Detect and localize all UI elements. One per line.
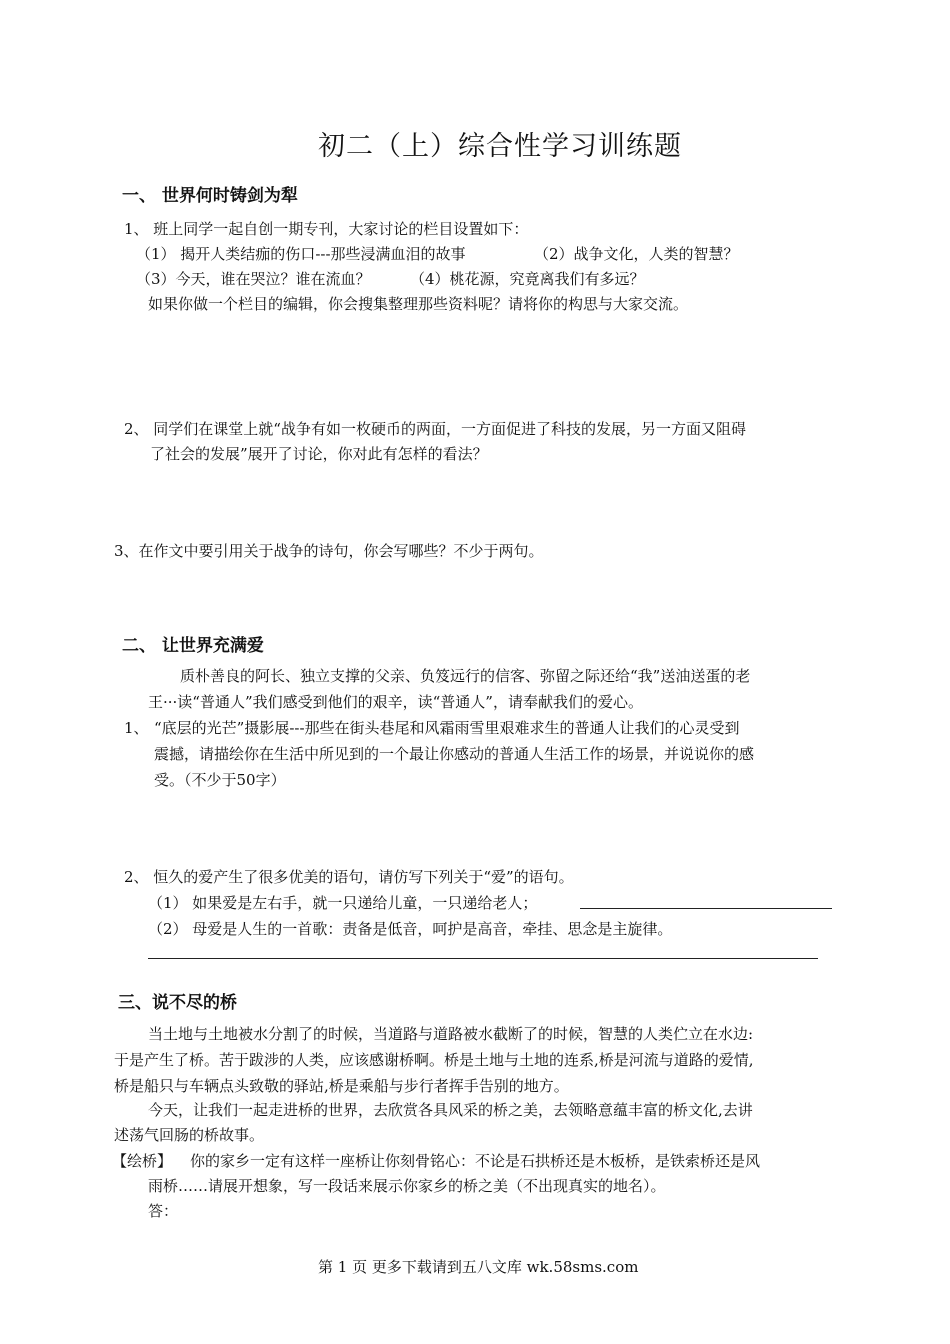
- s2-intro-line2: 王···读“普通人”我们感受到他们的艰辛，读“普通人”，请奉献我们的爱心。: [148, 693, 643, 711]
- s3-answer-label: 答：: [148, 1202, 179, 1220]
- s1-q3: 3、在作文中要引用关于战争的诗句，你会写哪些？不少于两句。: [114, 542, 544, 560]
- page-footer: 第 1 页 更多下载请到五八文库 wk.58sms.com: [318, 1258, 639, 1276]
- s3-p1-line2: 于是产生了桥。苦于跋涉的人类，应该感谢桥啊。桥是土地与土地的连系,桥是河流与道路的爱情,: [114, 1051, 754, 1069]
- s3-p1-line1: 当土地与土地被水分割了的时候，当道路与道路被水截断了的时候，智慧的人类伫立在水边:: [148, 1025, 754, 1043]
- section-3-heading: 三、说不尽的桥: [118, 993, 237, 1013]
- s1-q2-line1: 2、 同学们在课堂上就“战争有如一枚硬币的两面，一方面促进了科技的发展，另一方面又阻碍: [124, 420, 746, 438]
- answer-blank-line-2: [148, 958, 818, 959]
- section-1-heading: 一、 世界何时铸剑为犁: [122, 186, 298, 206]
- s3-task-label: 【绘桥】: [112, 1152, 173, 1170]
- s3-p1-line3: 桥是船只与车辆点头致敬的驿站,桥是乘船与步行者挥手告别的地方。: [114, 1077, 569, 1095]
- s1-q1-option3: （3）今天，谁在哭泣？谁在流血？: [136, 270, 371, 288]
- s1-q1-option1: （1） 揭开人类结痂的伤口---那些浸满血泪的故事: [136, 245, 466, 263]
- s1-q1-option4: （4）桃花源，究竟离我们有多远？: [410, 270, 645, 288]
- s2-q1-line3: 受。（不少于50字）: [154, 771, 286, 789]
- answer-blank-line-1: [580, 908, 832, 909]
- s2-q1-number: 1、: [124, 719, 149, 737]
- s1-q1-line4: 如果你做一个栏目的编辑，你会搜集整理那些资料呢？请将你的构思与大家交流。: [148, 295, 689, 313]
- s3-p2-line2: 述荡气回肠的桥故事。: [114, 1126, 265, 1144]
- s3-task-line2: 雨桥……请展开想象，写一段话来展示你家乡的桥之美（不出现真实的地名）。: [148, 1177, 666, 1195]
- s2-q2-line1: 2、 恒久的爱产生了很多优美的语句，请仿写下列关于“爱”的语句。: [124, 868, 574, 886]
- s3-task-line1: 你的家乡一定有这样一座桥让你刻骨铭心：不论是石拱桥还是木板桥，是铁索桥还是风: [190, 1152, 761, 1170]
- s2-q2-sub1: （1） 如果爱是左右手，就一只递给儿童，一只递给老人；: [148, 894, 538, 912]
- s2-q1-line1: “底层的光芒”摄影展---那些在街头巷尾和风霜雨雪里艰难求生的普通人让我们的心灵受到: [154, 719, 740, 737]
- s2-intro-line1: 质朴善良的阿长、独立支撑的父亲、负笈远行的信客、弥留之际还给“我”送油送蛋的老: [180, 667, 751, 685]
- s1-q2-line2: 了社会的发展”展开了讨论，你对此有怎样的看法？: [150, 445, 488, 463]
- s2-q2-sub2: （2） 母爱是人生的一首歌：责备是低音，呵护是高音，牵挂、思念是主旋律。: [148, 920, 673, 938]
- section-2-heading: 二、 让世界充满爱: [122, 636, 264, 656]
- s1-q1-line1: 1、 班上同学一起自创一期专刊，大家讨论的栏目设置如下：: [124, 220, 529, 238]
- s2-q1-line2: 震撼，请描绘你在生活中所见到的一个最让你感动的普通人生活工作的场景，并说说你的感: [154, 745, 755, 763]
- page-title: 初二（上）综合性学习训练题: [318, 131, 682, 162]
- s1-q1-option2: （2）战争文化，人类的智慧？: [534, 245, 739, 263]
- s3-p2-line1: 今天，让我们一起走进桥的世界，去欣赏各具风采的桥之美，去领略意蕴丰富的桥文化,去讲: [148, 1101, 753, 1119]
